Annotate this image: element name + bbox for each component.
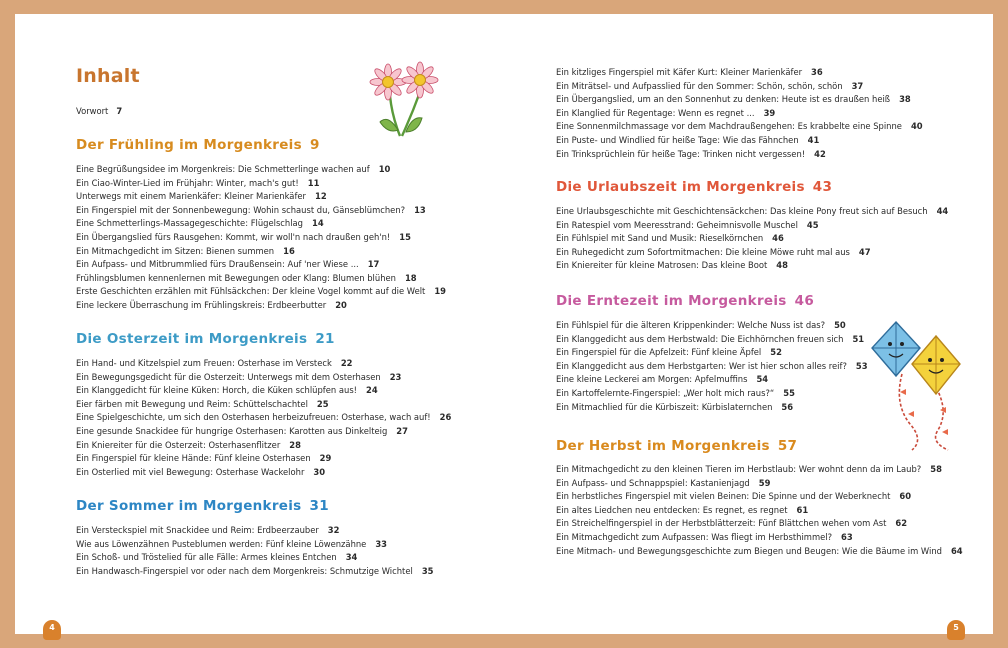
toc-entry[interactable] [556,219,948,233]
toc-entry[interactable] [556,134,923,148]
section-herbst-heading[interactable] [556,438,797,454]
toc-entry[interactable] [76,285,446,299]
toc-entry-page: 35 [421,565,434,576]
toc-entry[interactable] [556,373,868,387]
toc-entry-title: Eine Schmetterlings-Massagegeschichte: Flügelschlag [76,218,303,229]
toc-entry[interactable] [556,360,868,374]
toc-entry-page: 14 [312,218,324,229]
toc-entry-page: 54 [756,374,769,385]
toc-entry-page: 27 [396,425,408,436]
toc-entry[interactable] [76,538,433,552]
toc-entry-title: Ein Bewegungsgedicht für die Osterzeit: Unterwegs mit dem Osterhasen [76,371,381,382]
toc-entry-page: 41 [807,134,820,145]
toc-entry-page: 37 [851,80,864,91]
toc-entry-title: Ein Ratespiel vom Meeresstrand: Geheimnisvolle Muschel [556,219,798,230]
section-page: 57 [777,438,798,454]
toc-entry[interactable] [76,398,451,412]
toc-entry-page: 59 [758,477,771,488]
toc-entry-title: Eine leckere Überraschung im Frühlingskreis: Erdbeerbutter [76,299,327,310]
toc-entry[interactable] [556,531,963,545]
toc-entry-title: Ein Miträtsel- und Aufpasslied für den Sommer: Schön, schön, schön [556,80,843,91]
toc-entry-page: 30 [313,466,326,477]
toc-entry[interactable] [76,371,451,385]
toc-entry-page: 51 [852,333,865,344]
vorwort-label: Vorwort [76,106,109,116]
toc-entry-page: 58 [930,464,942,474]
toc-entry-title: Ein Kniereiter für kleine Matrosen: Das kleine Boot [556,260,768,271]
toc-entry[interactable] [76,384,451,398]
toc-entry-title: Ein Klanggedicht aus dem Herbstwald: Die Eichhörnchen freuen sich [556,333,844,344]
toc-entry[interactable] [76,217,446,231]
toc-entry-page: 10 [378,164,391,174]
toc-entry[interactable] [556,504,963,518]
toc-entry[interactable] [556,120,923,134]
toc-entry-title: Erste Geschichten erzählen mit Fühlsäckchen: Der kleine Vogel kommt auf die Welt [76,286,426,297]
section-page: 31 [309,498,329,514]
contents-title: Inhalt [76,65,140,87]
toc-entry-page: 39 [763,107,776,118]
toc-entry-title: Ein Fingerspiel für kleine Hände: Fünf kleine Osterhasen [76,453,311,464]
toc-entry-page: 11 [307,177,320,188]
toc-entry-page: 17 [367,259,380,270]
toc-entry-title: Ein Mitmachgedicht im Sitzen: Bienen summen [76,245,275,256]
toc-entry-title: Ein Klanggedicht für kleine Küken: Horch, die Küken schlüpfen aus! [76,385,358,396]
toc-entry-page: 28 [289,439,301,450]
toc-entry-title: Eine Begrüßungsidee im Morgenkreis: Die Schmetterlinge wachen auf [76,164,370,174]
section-herbst-list [556,463,963,558]
section-page: 21 [315,331,335,347]
section-fruehling-list [76,163,446,313]
toc-entry-page: 20 [335,299,347,310]
toc-entry-page: 47 [858,246,871,257]
section-sommer-list [76,524,433,578]
toc-entry-title: Ein Fingerspiel für die Apfelzeit: Fünf kleine Äpfel [556,347,762,358]
toc-entry-title: Ein kitzliges Fingerspiel mit Käfer Kurt: Kleiner Marienkäfer [556,67,803,77]
toc-entry[interactable] [76,411,451,425]
toc-entry-page: 23 [389,371,402,382]
toc-entry-title: Ein Ciao-Winter-Lied im Frühjahr: Winter, mach's gut! [76,177,299,188]
toc-entry[interactable] [556,66,923,80]
toc-entry-title: Ein Versteckspiel mit Snackidee und Reim: Erdbeerzauber [76,525,319,535]
toc-entry[interactable] [76,524,433,538]
toc-entry-title: Ein Trinksprüchlein für heiße Tage: Trinken nicht vergessen! [556,148,806,159]
toc-entry-title: Ein Kniereiter für die Osterzeit: Osterhasenflitzer [76,439,281,450]
toc-entry-page: 63 [841,531,853,542]
toc-entry-page: 40 [910,121,923,132]
book-spread [15,14,993,634]
toc-entry[interactable] [556,477,963,491]
toc-entry-page: 32 [327,525,340,535]
toc-entry-title: Eine Sonnenmilchmassage vor dem Machdraußengehen: Es krabbelte eine Spinne [556,121,902,132]
toc-entry-page: 33 [375,538,387,549]
toc-entry[interactable] [556,93,923,107]
toc-entry[interactable] [76,204,446,218]
section-page: 9 [309,137,320,153]
toc-entry[interactable] [76,452,451,466]
toc-entry[interactable] [556,259,948,273]
section-title: Die Erntezeit im Morgenkreis [556,293,787,309]
toc-entry-page: 42 [814,148,826,159]
toc-entry-page: 50 [834,320,846,330]
toc-entry[interactable] [556,107,923,121]
section-ernte-list [556,319,868,414]
section-title: Die Urlaubszeit im Morgenkreis [556,179,805,195]
section-ernte-heading[interactable] [556,293,814,309]
toc-entry-title: Ein Fingerspiel mit der Sonnenbewegung: Wohin schaust du, Gänseblümchen? [76,204,406,215]
toc-entry[interactable] [556,205,948,219]
toc-entry-title: Eine gesunde Snackidee für hungrige Osterhasen: Karotten aus Dinkelteig [76,425,388,436]
toc-entry[interactable] [76,466,451,480]
toc-entry-title: Ein Hand- und Kitzelspiel zum Freuen: Osterhase im Versteck [76,358,332,368]
toc-entry-page: 52 [770,347,782,358]
daisy-flower-illustration [360,52,446,140]
toc-entry-title: Eine kleine Leckerei am Morgen: Apfelmuffins [556,374,748,385]
toc-entry-page: 18 [404,272,417,283]
toc-entry-title: Ein Klanggedicht aus dem Herbstgarten: Wer ist hier schon alles reif? [556,360,847,371]
toc-entry[interactable] [556,517,963,531]
toc-entry[interactable] [76,231,446,245]
toc-entry-page: 61 [796,504,809,515]
toc-entry-page: 22 [340,358,353,368]
toc-entry-page: 36 [811,67,823,77]
toc-entry-page: 56 [781,401,794,412]
toc-entry[interactable] [556,148,923,162]
toc-entry-title: Ein Aufpass- und Schnappspiel: Kastanienjagd [556,477,750,488]
toc-entry-title: Unterwegs mit einem Marienkäfer: Kleiner Marienkäfer [76,191,306,202]
section-fruehling-heading[interactable] [76,137,320,153]
toc-entry-title: Ein Übergangslied, um an den Sonnenhut zu denken: Heute ist es draußen heiß [556,94,891,105]
toc-entry-page: 60 [899,491,912,502]
toc-entry-title: Ein herbstliches Fingerspiel mit vielen Beinen: Die Spinne und der Weberknecht [556,491,891,502]
section-title: Der Herbst im Morgenkreis [556,438,770,454]
toc-entry-title: Ein Streichelfingerspiel in der Herbstblätterzeit: Fünf Blättchen wehen vom Ast [556,518,887,529]
toc-entry-page: 45 [806,219,819,230]
vorwort-page: 7 [116,106,123,116]
toc-entry[interactable] [556,80,923,94]
toc-entry-page: 55 [783,387,795,398]
toc-entry-page: 12 [315,191,327,202]
toc-entry[interactable] [556,333,868,347]
section-sommer-continued-list [556,66,923,161]
section-osterzeit-list [76,357,451,479]
toc-entry[interactable] [76,565,433,579]
kite-blue [872,322,920,376]
toc-entry[interactable] [76,177,446,191]
section-urlaub-list [556,205,948,273]
toc-entry-page: 64 [950,545,963,556]
section-page: 46 [794,293,815,309]
toc-entry-page: 25 [316,398,329,409]
toc-entry[interactable] [76,272,446,286]
toc-entry[interactable] [556,319,868,333]
toc-entry-title: Eine Spielgeschichte, um sich den Osterhasen herbeizufreuen: Osterhase, wach auf! [76,412,431,423]
toc-entry[interactable] [76,245,446,259]
page-number-right: 5 [947,620,965,640]
toc-entry-page: 16 [283,245,295,256]
toc-entry-title: Ein Puste- und Windlied für heiße Tage: Wie das Fähnchen [556,134,799,145]
toc-entry[interactable] [556,490,963,504]
section-title: Der Frühling im Morgenkreis [76,137,302,153]
toc-entry-page: 24 [366,385,378,396]
toc-entry[interactable] [556,401,868,415]
toc-entry[interactable] [76,357,451,371]
toc-entry-title: Eine Urlaubsgeschichte mit Geschichtensäckchen: Das kleine Pony freut sich auf Besuch [556,206,928,216]
toc-entry-title: Ein Osterlied mit viel Bewegung: Osterhase Wackelohr [76,466,305,477]
toc-entry[interactable] [76,299,446,313]
toc-entry[interactable] [76,439,451,453]
toc-entry-page: 26 [439,412,452,423]
section-title: Der Sommer im Morgenkreis [76,498,302,514]
toc-entry-title: Ein Mitmachgedicht zu den kleinen Tieren im Herbstlaub: Wer wohnt denn da im Laub? [556,464,922,474]
toc-entry-title: Ein Aufpass- und Mitbrummlied fürs Draußensein: Auf 'ner Wiese ... [76,259,359,270]
toc-entry-title: Ein Mitmachlied für die Kürbiszeit: Kürbislaternchen [556,401,773,412]
vorwort-entry[interactable] [76,106,122,116]
toc-entry-page: 48 [776,260,788,271]
toc-entry[interactable] [556,387,868,401]
toc-entry[interactable] [556,545,963,559]
section-sommer-heading[interactable] [76,498,329,514]
toc-entry-title: Ein Handwasch-Fingerspiel vor oder nach dem Morgenkreis: Schmutzige Wichtel [76,565,413,576]
toc-entry-title: Ein Übergangslied fürs Rausgehen: Kommt, wir woll'n nach draußen geh'n! [76,231,391,242]
toc-entry-page: 38 [899,94,911,105]
toc-entry-title: Ein Mitmachgedicht zum Aufpassen: Was fliegt im Herbsthimmel? [556,531,833,542]
toc-entry[interactable] [556,463,963,477]
page-number-left: 4 [43,620,61,640]
section-osterzeit-heading[interactable] [76,331,335,347]
toc-entry-title: Wie aus Löwenzähnen Pusteblumen werden: Fünf kleine Löwenzähne [76,538,367,549]
section-urlaub-heading[interactable] [556,179,832,195]
toc-entry-title: Eier färben mit Bewegung und Reim: Schüttelschachtel [76,398,308,409]
toc-entry-page: 19 [434,286,446,297]
toc-entry-title: Ein altes Liedchen neu entdecken: Es regnet, es regnet [556,504,788,515]
toc-entry[interactable] [76,425,451,439]
toc-entry-page: 13 [414,204,426,215]
toc-entry[interactable] [556,246,948,260]
toc-entry[interactable] [76,551,433,565]
toc-entry-title: Ein Fühlspiel mit Sand und Musik: Rieselkörnchen [556,233,764,244]
toc-entry-title: Ein Fühlspiel für die älteren Krippenkinder: Welche Nuss ist das? [556,320,826,330]
toc-entry-title: Ein Kartoffelernte-Fingerspiel: „Wer holt mich raus?“ [556,387,775,398]
toc-entry-page: 53 [855,360,868,371]
toc-entry[interactable] [76,258,446,272]
toc-entry-page: 15 [399,231,411,242]
toc-entry[interactable] [76,190,446,204]
toc-entry-title: Ein Ruhegedicht zum Sofortmitmachen: Die kleine Möwe ruht mal aus [556,246,850,257]
toc-entry-page: 44 [936,206,949,216]
toc-entry-title: Ein Klanglied für Regentage: Wenn es regnet ... [556,107,755,118]
toc-entry-page: 62 [895,518,908,529]
toc-entry-page: 46 [772,233,784,244]
toc-entry-title: Ein Schoß- und Tröstelied für alle Fälle: Armes kleines Entchen [76,552,337,563]
toc-entry[interactable] [76,163,446,177]
kites-illustration [864,314,976,452]
section-title: Die Osterzeit im Morgenkreis [76,331,308,347]
toc-entry-page: 34 [345,552,358,563]
toc-entry-page: 29 [319,453,332,464]
toc-entry-title: Frühlingsblumen kennenlernen mit Bewegungen oder Klang: Blumen blühen [76,272,396,283]
toc-entry[interactable] [556,346,868,360]
section-page: 43 [812,179,833,195]
toc-entry-title: Eine Mitmach- und Bewegungsgeschichte zum Biegen und Beugen: Wie die Bäume im Wind [556,545,942,556]
toc-entry[interactable] [556,232,948,246]
